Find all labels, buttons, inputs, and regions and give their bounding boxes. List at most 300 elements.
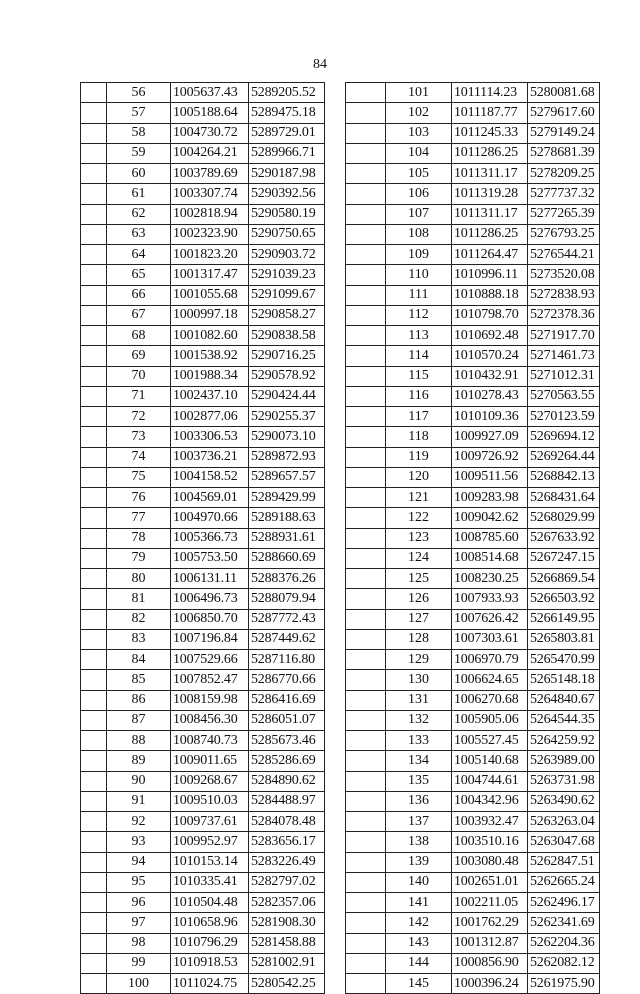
empty-cell: [81, 467, 107, 487]
x-coordinate: 1008740.73: [171, 731, 249, 751]
x-coordinate: 1010570.24: [452, 346, 528, 366]
empty-cell: [346, 569, 386, 589]
point-number: 95: [107, 872, 171, 892]
x-coordinate: 1009510.03: [171, 791, 249, 811]
empty-cell: [346, 953, 386, 973]
empty-cell: [81, 346, 107, 366]
x-coordinate: 1008785.60: [452, 528, 528, 548]
point-number: 97: [107, 913, 171, 933]
x-coordinate: 1003307.74: [171, 184, 249, 204]
empty-cell: [346, 508, 386, 528]
y-coordinate: 5262847.51: [528, 852, 600, 872]
y-coordinate: 5266503.92: [528, 589, 600, 609]
y-coordinate: 5280542.25: [249, 974, 325, 994]
empty-cell: [81, 731, 107, 751]
empty-cell: [346, 224, 386, 244]
y-coordinate: 5267247.15: [528, 548, 600, 568]
table-row: [346, 791, 600, 811]
x-coordinate: 1004158.52: [171, 467, 249, 487]
empty-cell: [346, 285, 386, 305]
empty-cell: [81, 265, 107, 285]
point-number: 100: [107, 974, 171, 994]
x-coordinate: 1005366.73: [171, 528, 249, 548]
x-coordinate: 1011024.75: [171, 974, 249, 994]
empty-cell: [81, 285, 107, 305]
x-coordinate: 1006850.70: [171, 609, 249, 629]
empty-cell: [346, 548, 386, 568]
empty-cell: [81, 143, 107, 163]
x-coordinate: 1010996.11: [452, 265, 528, 285]
y-coordinate: 5268842.13: [528, 467, 600, 487]
point-number: 142: [386, 913, 452, 933]
x-coordinate: 1003306.53: [171, 427, 249, 447]
x-coordinate: 1011311.17: [452, 164, 528, 184]
empty-cell: [346, 852, 386, 872]
x-coordinate: 1005527.45: [452, 731, 528, 751]
y-coordinate: 5283226.49: [249, 852, 325, 872]
empty-cell: [346, 670, 386, 690]
empty-cell: [81, 974, 107, 994]
y-coordinate: 5276793.25: [528, 224, 600, 244]
table-row: [81, 548, 325, 568]
y-coordinate: 5287116.80: [249, 650, 325, 670]
point-number: 131: [386, 690, 452, 710]
table-row: [346, 184, 600, 204]
y-coordinate: 5265470.99: [528, 650, 600, 670]
table-row: [346, 852, 600, 872]
table-row: [346, 164, 600, 184]
x-coordinate: 1005753.50: [171, 548, 249, 568]
y-coordinate: 5289188.63: [249, 508, 325, 528]
x-coordinate: 1003736.21: [171, 447, 249, 467]
x-coordinate: 1000856.90: [452, 953, 528, 973]
point-number: 91: [107, 791, 171, 811]
table-row: [346, 224, 600, 244]
y-coordinate: 5265148.18: [528, 670, 600, 690]
table-row: [346, 427, 600, 447]
empty-cell: [81, 204, 107, 224]
empty-cell: [346, 204, 386, 224]
x-coordinate: 1010798.70: [452, 305, 528, 325]
empty-cell: [81, 427, 107, 447]
empty-cell: [81, 123, 107, 143]
empty-cell: [81, 953, 107, 973]
x-coordinate: 1010692.48: [452, 326, 528, 346]
table-row: [346, 751, 600, 771]
y-coordinate: 5276544.21: [528, 245, 600, 265]
empty-cell: [81, 508, 107, 528]
x-coordinate: 1010888.18: [452, 285, 528, 305]
point-number: 71: [107, 386, 171, 406]
y-coordinate: 5284488.97: [249, 791, 325, 811]
x-coordinate: 1002651.01: [452, 872, 528, 892]
empty-cell: [346, 974, 386, 994]
point-number: 57: [107, 103, 171, 123]
point-number: 107: [386, 204, 452, 224]
empty-cell: [81, 305, 107, 325]
table-row: [81, 123, 325, 143]
point-number: 81: [107, 589, 171, 609]
y-coordinate: 5282797.02: [249, 872, 325, 892]
table-row: [81, 832, 325, 852]
x-coordinate: 1004569.01: [171, 488, 249, 508]
table-row: [81, 285, 325, 305]
point-number: 86: [107, 690, 171, 710]
empty-cell: [346, 731, 386, 751]
point-number: 126: [386, 589, 452, 609]
x-coordinate: 1005905.06: [452, 710, 528, 730]
x-coordinate: 1008456.30: [171, 710, 249, 730]
x-coordinate: 1011264.47: [452, 245, 528, 265]
x-coordinate: 1003789.69: [171, 164, 249, 184]
x-coordinate: 1000997.18: [171, 305, 249, 325]
empty-cell: [81, 366, 107, 386]
y-coordinate: 5289657.57: [249, 467, 325, 487]
table-row: [346, 83, 600, 103]
x-coordinate: 1004342.96: [452, 791, 528, 811]
x-coordinate: 1005637.43: [171, 83, 249, 103]
x-coordinate: 1004264.21: [171, 143, 249, 163]
point-number: 67: [107, 305, 171, 325]
x-coordinate: 1001538.92: [171, 346, 249, 366]
x-coordinate: 1003932.47: [452, 812, 528, 832]
point-number: 115: [386, 366, 452, 386]
empty-cell: [81, 224, 107, 244]
point-number: 102: [386, 103, 452, 123]
x-coordinate: 1001988.34: [171, 366, 249, 386]
x-coordinate: 1006624.65: [452, 670, 528, 690]
y-coordinate: 5281002.91: [249, 953, 325, 973]
point-number: 129: [386, 650, 452, 670]
point-number: 74: [107, 447, 171, 467]
point-number: 103: [386, 123, 452, 143]
table-row: [81, 974, 325, 994]
point-number: 85: [107, 670, 171, 690]
table-row: [81, 488, 325, 508]
x-coordinate: 1000396.24: [452, 974, 528, 994]
table-row: [81, 609, 325, 629]
table-row: [346, 771, 600, 791]
point-number: 122: [386, 508, 452, 528]
y-coordinate: 5290903.72: [249, 245, 325, 265]
table-row: [346, 123, 600, 143]
y-coordinate: 5272378.36: [528, 305, 600, 325]
table-row: [346, 710, 600, 730]
table-row: [81, 589, 325, 609]
x-coordinate: 1009268.67: [171, 771, 249, 791]
table-row: [81, 791, 325, 811]
point-number: 69: [107, 346, 171, 366]
empty-cell: [81, 569, 107, 589]
empty-cell: [346, 305, 386, 325]
point-number: 98: [107, 933, 171, 953]
x-coordinate: 1002323.90: [171, 224, 249, 244]
table-row: [81, 224, 325, 244]
point-number: 112: [386, 305, 452, 325]
x-coordinate: 1004970.66: [171, 508, 249, 528]
table-row: [81, 103, 325, 123]
point-number: 61: [107, 184, 171, 204]
empty-cell: [346, 265, 386, 285]
x-coordinate: 1009511.56: [452, 467, 528, 487]
table-row: [81, 690, 325, 710]
point-number: 118: [386, 427, 452, 447]
x-coordinate: 1004730.72: [171, 123, 249, 143]
table-row: [346, 366, 600, 386]
y-coordinate: 5285673.46: [249, 731, 325, 751]
point-number: 87: [107, 710, 171, 730]
y-coordinate: 5286051.07: [249, 710, 325, 730]
table-row: [346, 103, 600, 123]
table-row: [346, 265, 600, 285]
y-coordinate: 5289205.52: [249, 83, 325, 103]
empty-cell: [346, 184, 386, 204]
table-row: [346, 346, 600, 366]
x-coordinate: 1009042.62: [452, 508, 528, 528]
table-row: [346, 326, 600, 346]
table-row: [81, 629, 325, 649]
y-coordinate: 5265803.81: [528, 629, 600, 649]
empty-cell: [346, 143, 386, 163]
table-row: [346, 690, 600, 710]
table-row: [81, 184, 325, 204]
table-row: [346, 305, 600, 325]
point-number: 83: [107, 629, 171, 649]
y-coordinate: 5282357.06: [249, 893, 325, 913]
table-row: [81, 83, 325, 103]
point-number: 143: [386, 933, 452, 953]
table-row: [81, 710, 325, 730]
empty-cell: [346, 771, 386, 791]
x-coordinate: 1001762.29: [452, 913, 528, 933]
empty-cell: [81, 933, 107, 953]
x-coordinate: 1010796.29: [171, 933, 249, 953]
empty-cell: [346, 872, 386, 892]
y-coordinate: 5278681.39: [528, 143, 600, 163]
x-coordinate: 1002818.94: [171, 204, 249, 224]
point-number: 58: [107, 123, 171, 143]
point-number: 99: [107, 953, 171, 973]
point-number: 119: [386, 447, 452, 467]
table-row: [346, 285, 600, 305]
point-number: 111: [386, 285, 452, 305]
empty-cell: [81, 812, 107, 832]
empty-cell: [346, 447, 386, 467]
x-coordinate: 1002211.05: [452, 893, 528, 913]
x-coordinate: 1010658.96: [171, 913, 249, 933]
table-row: [81, 143, 325, 163]
empty-cell: [346, 832, 386, 852]
y-coordinate: 5268029.99: [528, 508, 600, 528]
empty-cell: [346, 103, 386, 123]
y-coordinate: 5263490.62: [528, 791, 600, 811]
table-row: [346, 204, 600, 224]
table-row: [346, 933, 600, 953]
y-coordinate: 5290255.37: [249, 407, 325, 427]
point-number: 90: [107, 771, 171, 791]
table-row: [346, 589, 600, 609]
point-number: 132: [386, 710, 452, 730]
empty-cell: [346, 467, 386, 487]
y-coordinate: 5262082.12: [528, 953, 600, 973]
x-coordinate: 1009737.61: [171, 812, 249, 832]
y-coordinate: 5277737.32: [528, 184, 600, 204]
x-coordinate: 1011245.33: [452, 123, 528, 143]
y-coordinate: 5288660.69: [249, 548, 325, 568]
point-number: 113: [386, 326, 452, 346]
point-number: 123: [386, 528, 452, 548]
table-row: [81, 447, 325, 467]
empty-cell: [346, 609, 386, 629]
y-coordinate: 5262496.17: [528, 893, 600, 913]
y-coordinate: 5267633.92: [528, 528, 600, 548]
point-number: 134: [386, 751, 452, 771]
y-coordinate: 5290578.92: [249, 366, 325, 386]
point-number: 108: [386, 224, 452, 244]
empty-cell: [81, 83, 107, 103]
y-coordinate: 5271012.31: [528, 366, 600, 386]
empty-cell: [81, 650, 107, 670]
empty-cell: [81, 913, 107, 933]
point-number: 137: [386, 812, 452, 832]
x-coordinate: 1010109.36: [452, 407, 528, 427]
y-coordinate: 5279617.60: [528, 103, 600, 123]
empty-cell: [346, 326, 386, 346]
point-number: 65: [107, 265, 171, 285]
table-row: [346, 569, 600, 589]
x-coordinate: 1009726.92: [452, 447, 528, 467]
y-coordinate: 5262341.69: [528, 913, 600, 933]
x-coordinate: 1001082.60: [171, 326, 249, 346]
y-coordinate: 5290750.65: [249, 224, 325, 244]
table-row: [346, 650, 600, 670]
point-number: 92: [107, 812, 171, 832]
table-row: [81, 569, 325, 589]
y-coordinate: 5266149.95: [528, 609, 600, 629]
table-row: [81, 528, 325, 548]
y-coordinate: 5271917.70: [528, 326, 600, 346]
x-coordinate: 1008230.25: [452, 569, 528, 589]
y-coordinate: 5262665.24: [528, 872, 600, 892]
point-number: 127: [386, 609, 452, 629]
y-coordinate: 5272838.93: [528, 285, 600, 305]
table-row: [81, 164, 325, 184]
table-row: [81, 346, 325, 366]
empty-cell: [81, 407, 107, 427]
point-number: 124: [386, 548, 452, 568]
table-row: [81, 872, 325, 892]
y-coordinate: 5273520.08: [528, 265, 600, 285]
x-coordinate: 1011187.77: [452, 103, 528, 123]
empty-cell: [346, 123, 386, 143]
y-coordinate: 5279149.24: [528, 123, 600, 143]
table-row: [81, 427, 325, 447]
table-row: [81, 731, 325, 751]
y-coordinate: 5269264.44: [528, 447, 600, 467]
empty-cell: [346, 650, 386, 670]
x-coordinate: 1006970.79: [452, 650, 528, 670]
point-number: 94: [107, 852, 171, 872]
x-coordinate: 1007626.42: [452, 609, 528, 629]
x-coordinate: 1006496.73: [171, 589, 249, 609]
table-row: [81, 933, 325, 953]
empty-cell: [81, 326, 107, 346]
point-number: 84: [107, 650, 171, 670]
y-coordinate: 5290187.98: [249, 164, 325, 184]
x-coordinate: 1011286.25: [452, 224, 528, 244]
y-coordinate: 5263047.68: [528, 832, 600, 852]
table-row: [81, 366, 325, 386]
table-row: [81, 751, 325, 771]
empty-cell: [81, 245, 107, 265]
y-coordinate: 5263989.00: [528, 751, 600, 771]
x-coordinate: 1003510.16: [452, 832, 528, 852]
x-coordinate: 1010278.43: [452, 386, 528, 406]
empty-cell: [346, 690, 386, 710]
y-coordinate: 5288931.61: [249, 528, 325, 548]
point-number: 73: [107, 427, 171, 447]
empty-cell: [346, 83, 386, 103]
x-coordinate: 1007303.61: [452, 629, 528, 649]
empty-cell: [346, 245, 386, 265]
x-coordinate: 1007933.93: [452, 589, 528, 609]
y-coordinate: 5271461.73: [528, 346, 600, 366]
y-coordinate: 5278209.25: [528, 164, 600, 184]
table-row: [81, 913, 325, 933]
table-row: [346, 670, 600, 690]
x-coordinate: 1010153.14: [171, 852, 249, 872]
x-coordinate: 1007852.47: [171, 670, 249, 690]
empty-cell: [81, 609, 107, 629]
empty-cell: [81, 670, 107, 690]
point-number: 60: [107, 164, 171, 184]
empty-cell: [81, 751, 107, 771]
y-coordinate: 5286416.69: [249, 690, 325, 710]
x-coordinate: 1001312.87: [452, 933, 528, 953]
point-number: 105: [386, 164, 452, 184]
point-number: 141: [386, 893, 452, 913]
table-row: [81, 670, 325, 690]
table-row: [346, 447, 600, 467]
y-coordinate: 5289429.99: [249, 488, 325, 508]
point-number: 101: [386, 83, 452, 103]
y-coordinate: 5263731.98: [528, 771, 600, 791]
point-number: 56: [107, 83, 171, 103]
x-coordinate: 1010504.48: [171, 893, 249, 913]
y-coordinate: 5263263.04: [528, 812, 600, 832]
empty-cell: [81, 771, 107, 791]
y-coordinate: 5290858.27: [249, 305, 325, 325]
y-coordinate: 5289475.18: [249, 103, 325, 123]
table-row: [346, 467, 600, 487]
table-row: [346, 245, 600, 265]
point-number: 62: [107, 204, 171, 224]
table-row: [81, 204, 325, 224]
point-number: 78: [107, 528, 171, 548]
y-coordinate: 5264259.92: [528, 731, 600, 751]
point-number: 66: [107, 285, 171, 305]
y-coordinate: 5290580.19: [249, 204, 325, 224]
empty-cell: [346, 528, 386, 548]
table-row: [81, 852, 325, 872]
x-coordinate: 1006270.68: [452, 690, 528, 710]
coordinate-table-right: [345, 82, 600, 994]
table-row: [81, 650, 325, 670]
empty-cell: [81, 447, 107, 467]
empty-cell: [346, 589, 386, 609]
table-row: [346, 629, 600, 649]
table-row: [346, 832, 600, 852]
